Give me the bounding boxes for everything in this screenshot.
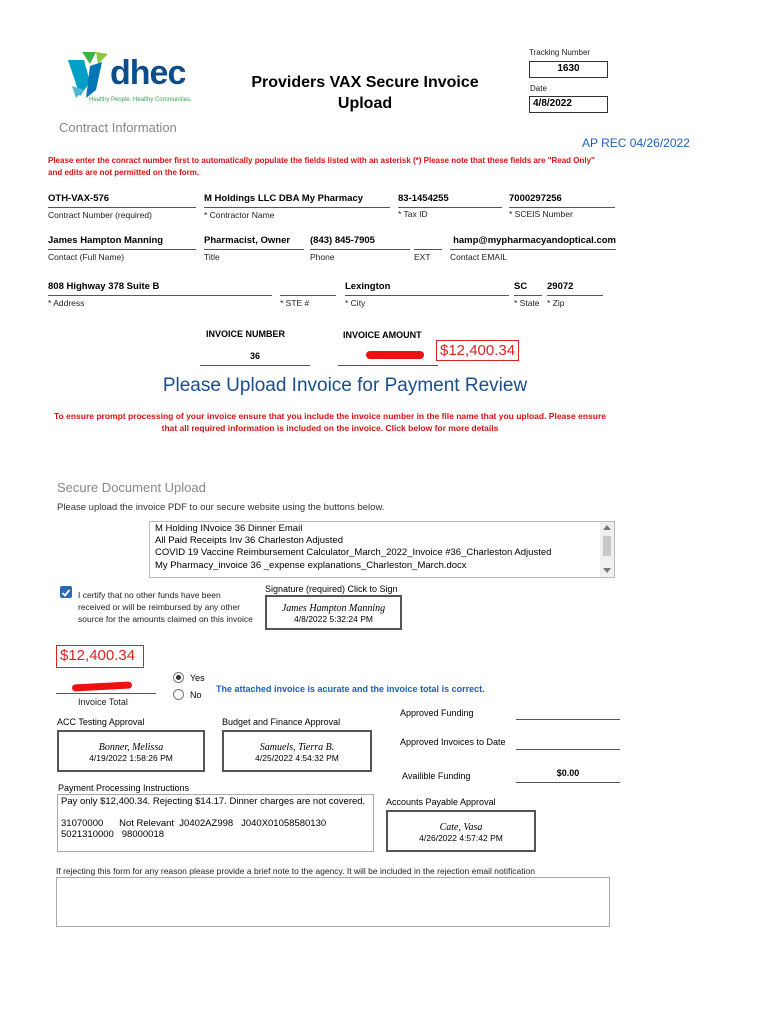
file-list-item[interactable]: COVID 19 Vaccine Reimbursement Calculator_March_2022_Invoice #36_Charleston Adjusted xyxy=(155,547,552,558)
contractor-name-label: * Contractor Name xyxy=(204,210,275,220)
scroll-down-icon[interactable] xyxy=(603,568,611,573)
file-list-item[interactable]: My Pharmacy_invoice 36 _expense explanations_Charleston_March.docx xyxy=(155,560,467,571)
accounts-payable-label: Accounts Payable Approval xyxy=(386,797,496,807)
email-field[interactable]: hamp@mypharmacyandoptical.com xyxy=(450,235,616,250)
invoice-amount-label: INVOICE AMOUNT xyxy=(343,330,422,340)
approved-funding-label: Approved Funding xyxy=(400,708,474,718)
contract-section-title: Contract Information xyxy=(59,120,177,135)
secure-upload-title: Secure Document Upload xyxy=(57,480,206,495)
file-list-item[interactable]: All Paid Receipts Inv 36 Charleston Adjusted xyxy=(155,535,343,546)
checkmark-icon xyxy=(60,587,72,599)
redaction-mark xyxy=(72,681,132,691)
upload-heading: Please Upload Invoice for Payment Review xyxy=(162,375,528,396)
scrollbar[interactable] xyxy=(600,522,614,577)
contract-instructions: Please enter the conract number first to automatically populate the fields listed with an asterisk (*) Please note that these fields are "Read Only" and edits are not permitted on the form. xyxy=(48,156,595,177)
scrollbar-thumb[interactable] xyxy=(603,536,611,556)
invoice-total-field xyxy=(56,679,156,694)
acc-approval-signer: Bonner, Melissa xyxy=(98,742,164,753)
budget-approval-date: 4/25/2022 4:54:32 PM xyxy=(255,753,339,763)
signature-date: 4/8/2022 5:32:24 PM xyxy=(294,614,373,624)
rejection-note-label: If rejecting this form for any reason please provide a brief note to the agency. It will be included in the rejection email notification xyxy=(56,866,535,876)
signature-label: Signature (required) Click to Sign xyxy=(265,584,398,594)
tracking-number-field[interactable]: 1630 xyxy=(529,61,608,78)
payment-instructions-field[interactable] xyxy=(57,794,374,852)
invoice-amount-annotation: $12,400.34 xyxy=(436,340,519,361)
contact-name-field[interactable]: James Hampton Manning xyxy=(48,235,196,250)
zip-field: 29072 xyxy=(547,281,603,296)
contract-number-label: Contract Number (required) xyxy=(48,210,152,220)
upload-notice: To ensure prompt processing of your invoice ensure that you include the invoice number in the file name that you upload. Please ensure that all required information is included on the invoice. Click below for more details xyxy=(54,411,606,433)
invoice-number-field[interactable]: 36 xyxy=(200,346,310,366)
tax-id-field: 83-1454255 xyxy=(398,193,502,208)
radio-selected-dot xyxy=(176,675,181,680)
budget-approval-signature-box[interactable] xyxy=(222,730,372,772)
logo-text: dhec xyxy=(110,54,186,92)
sceis-number-label: * SCEIS Number xyxy=(509,209,573,219)
secure-upload-description: Please upload the invoice PDF to our secure website using the buttons below. xyxy=(57,502,385,513)
contract-number-field[interactable]: OTH-VAX-576 xyxy=(48,193,196,208)
yes-radio[interactable] xyxy=(173,672,184,683)
invoice-amount-field[interactable] xyxy=(338,346,438,366)
phone-field[interactable]: (843) 845-7905 xyxy=(310,235,410,250)
redaction-mark xyxy=(366,351,424,359)
address-field: 808 Highway 378 Suite B xyxy=(48,281,272,296)
invoice-total-label: Invoice Total xyxy=(78,697,128,707)
accounts-payable-date: 4/26/2022 4:57:42 PM xyxy=(419,833,503,843)
available-funding-field: $0.00 xyxy=(516,768,620,783)
no-radio[interactable] xyxy=(173,689,184,700)
sceis-number-field: 7000297256 xyxy=(509,193,615,208)
budget-approval-signer: Samuels, Tierra B. xyxy=(259,742,335,753)
contractor-name-field: M Holdings LLC DBA My Pharmacy xyxy=(204,193,390,208)
zip-label: * Zip xyxy=(547,298,565,308)
approved-to-date-label: Approved Invoices to Date xyxy=(400,737,506,747)
ext-field[interactable] xyxy=(414,235,442,250)
accounts-payable-signature-box[interactable] xyxy=(386,810,536,852)
city-label: * City xyxy=(345,298,366,308)
state-field: SC xyxy=(514,281,542,296)
title-line-1: Providers VAX Secure Invoice xyxy=(251,74,479,91)
acc-approval-date: 4/19/2022 1:58:26 PM xyxy=(89,753,173,763)
address-label: * Address xyxy=(48,298,85,308)
file-list-item[interactable]: M Holding INvoice 36 Dinner Email xyxy=(155,523,303,534)
approved-to-date-field[interactable] xyxy=(516,735,620,750)
state-label: * State xyxy=(514,298,540,308)
ste-field xyxy=(280,281,336,296)
scroll-up-icon[interactable] xyxy=(603,525,611,530)
ap-rec-note: AP REC 04/26/2022 xyxy=(582,136,690,150)
budget-approval-label: Budget and Finance Approval xyxy=(222,717,341,727)
logo-tagline: Healthy People. Healthy Communities. xyxy=(89,97,192,103)
ext-label: EXT xyxy=(414,252,431,262)
page-title xyxy=(232,72,498,114)
title-field[interactable]: Pharmacist, Owner xyxy=(204,235,304,250)
accounts-payable-signer: Cate, Vasa xyxy=(439,822,483,833)
ste-label: * STE # xyxy=(280,298,310,308)
rejection-note-field[interactable] xyxy=(56,877,610,927)
accuracy-statement: The attached invoice is acurate and the invoice total is correct. xyxy=(216,684,485,694)
tax-id-label: * Tax ID xyxy=(398,209,428,219)
city-field: Lexington xyxy=(345,281,509,296)
acc-approval-label: ACC Testing Approval xyxy=(57,717,145,727)
no-label: No xyxy=(190,690,202,700)
phone-label: Phone xyxy=(310,252,335,262)
title-line-2: Upload xyxy=(337,95,393,112)
certify-checkbox[interactable] xyxy=(60,586,72,598)
available-funding-label: Availible Funding xyxy=(402,771,471,781)
tracking-number-label: Tracking Number xyxy=(529,48,591,57)
yes-label: Yes xyxy=(190,673,205,683)
contractor-signature-box[interactable] xyxy=(265,595,402,630)
email-label: Contact EMAIL xyxy=(450,252,508,262)
invoice-number-label: INVOICE NUMBER xyxy=(206,329,286,339)
date-label: Date xyxy=(530,84,547,93)
acc-approval-signature-box[interactable] xyxy=(57,730,205,772)
dhec-logo xyxy=(62,44,198,108)
contact-name-label: Contact (Full Name) xyxy=(48,252,125,262)
certify-statement: I certify that no other funds have been received or will be reimbursed by any other source for the amounts claimed on this invoice xyxy=(78,590,253,624)
payment-instructions-label: Payment Processing Instructions xyxy=(58,783,190,793)
signature-name: James Hampton Manning xyxy=(281,603,386,614)
date-field[interactable]: 4/8/2022 xyxy=(529,96,608,113)
total-amount-annotation: $12,400.34 xyxy=(56,645,144,668)
approved-funding-field[interactable] xyxy=(516,705,620,720)
uploaded-files-list[interactable] xyxy=(149,521,615,578)
title-label: Title xyxy=(204,252,220,262)
